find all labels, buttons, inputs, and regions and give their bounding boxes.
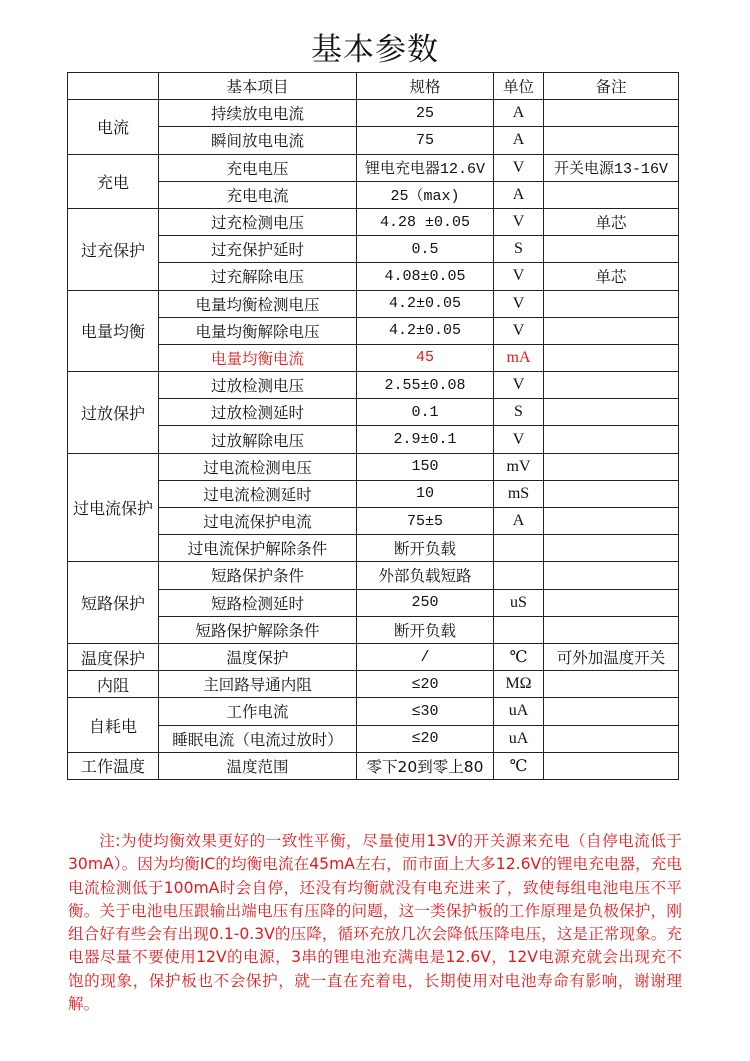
item-cell: 过放检测延时 [159, 399, 357, 426]
unit-cell: A [494, 100, 544, 127]
category-cell: 温度保护 [68, 643, 159, 670]
spec-cell: ≤30 [357, 698, 494, 725]
table-row [68, 290, 679, 317]
category-cell: 短路保护 [68, 562, 159, 644]
spec-cell: 4.2±0.05 [357, 290, 494, 317]
note-cell: 开关电源13-16V [544, 154, 679, 181]
unit-cell: MΩ [494, 671, 544, 698]
item-cell: 过电流检测电压 [159, 453, 357, 480]
unit-cell: mV [494, 453, 544, 480]
category-cell: 工作温度 [68, 752, 159, 779]
note-cell [544, 616, 679, 643]
unit-cell: V [494, 290, 544, 317]
note-cell [544, 290, 679, 317]
unit-cell [494, 535, 544, 562]
spec-cell: 断开负载 [357, 616, 494, 643]
unit-cell: mS [494, 480, 544, 507]
unit-cell: ℃ [494, 752, 544, 779]
spec-cell: 4.28 ±0.05 [357, 208, 494, 235]
spec-cell: 75 [357, 127, 494, 154]
note-cell [544, 100, 679, 127]
table-row [68, 426, 679, 453]
spec-cell: 零下20到零上80 [357, 752, 494, 779]
note-cell [544, 480, 679, 507]
item-cell: 充电电流 [159, 181, 357, 208]
table-row [68, 535, 679, 562]
table-row [68, 725, 679, 752]
category-cell: 过充保护 [68, 208, 159, 290]
note-cell [544, 399, 679, 426]
spec-cell: 150 [357, 453, 494, 480]
item-cell: 温度范围 [159, 752, 357, 779]
table-row [68, 698, 679, 725]
note-cell [544, 589, 679, 616]
unit-cell: uA [494, 698, 544, 725]
note-cell [544, 562, 679, 589]
note-cell [544, 426, 679, 453]
item-cell: 主回路导通内阻 [159, 671, 357, 698]
table-row [68, 127, 679, 154]
note-cell: 单芯 [544, 263, 679, 290]
category-cell: 充电 [68, 154, 159, 208]
table-row [68, 236, 679, 263]
item-cell: 过充解除电压 [159, 263, 357, 290]
note-cell: 可外加温度开关 [544, 643, 679, 670]
spec-cell: 2.55±0.08 [357, 372, 494, 399]
spec-cell: 断开负载 [357, 535, 494, 562]
table-row [68, 589, 679, 616]
spec-cell: 2.9±0.1 [357, 426, 494, 453]
unit-cell: V [494, 263, 544, 290]
table-header-row [68, 73, 679, 100]
header-note: 备注 [544, 73, 679, 100]
page-title: 基本参数 [311, 32, 439, 68]
spec-cell: 0.5 [357, 236, 494, 263]
spec-cell: ≤20 [357, 725, 494, 752]
unit-cell: S [494, 236, 544, 263]
item-cell: 睡眠电流（电流过放时） [159, 725, 357, 752]
unit-cell: uS [494, 589, 544, 616]
table-row [68, 263, 679, 290]
note-cell [544, 698, 679, 725]
unit-cell: V [494, 372, 544, 399]
unit-cell: S [494, 399, 544, 426]
unit-cell [494, 616, 544, 643]
spec-cell: 45 [357, 344, 494, 371]
item-cell: 过放解除电压 [159, 426, 357, 453]
item-cell: 充电电压 [159, 154, 357, 181]
item-cell: 瞬间放电电流 [159, 127, 357, 154]
note-cell [544, 508, 679, 535]
item-cell: 短路检测延时 [159, 589, 357, 616]
table-row [68, 100, 679, 127]
table-row-highlighted [68, 344, 679, 371]
item-cell: 短路保护解除条件 [159, 616, 357, 643]
spec-cell: 锂电充电器12.6V [357, 154, 494, 181]
spec-cell: 250 [357, 589, 494, 616]
table-row [68, 208, 679, 235]
table-row [68, 317, 679, 344]
spec-cell: 4.2±0.05 [357, 317, 494, 344]
unit-cell: mA [494, 344, 544, 371]
category-cell: 内阻 [68, 671, 159, 698]
unit-cell: A [494, 508, 544, 535]
spec-cell: 75±5 [357, 508, 494, 535]
unit-cell: V [494, 208, 544, 235]
table-row [68, 643, 679, 670]
note-cell [544, 127, 679, 154]
category-cell: 过电流保护 [68, 453, 159, 562]
table-row [68, 480, 679, 507]
spec-cell: 25 [357, 100, 494, 127]
unit-cell: A [494, 181, 544, 208]
table-row [68, 181, 679, 208]
item-cell: 过电流保护电流 [159, 508, 357, 535]
item-cell: 电量均衡电流 [159, 344, 357, 371]
unit-cell: V [494, 154, 544, 181]
spec-cell: 25（max) [357, 181, 494, 208]
note-cell [544, 453, 679, 480]
table-row [68, 453, 679, 480]
note-cell: 单芯 [544, 208, 679, 235]
category-cell: 过放保护 [68, 372, 159, 454]
category-cell: 自耗电 [68, 698, 159, 752]
table-row [68, 372, 679, 399]
item-cell: 持续放电电流 [159, 100, 357, 127]
category-cell: 电量均衡 [68, 290, 159, 372]
unit-cell: A [494, 127, 544, 154]
parameter-table [67, 72, 679, 780]
header-spec: 规格 [357, 73, 494, 100]
item-cell: 过充保护延时 [159, 236, 357, 263]
item-cell: 过放检测电压 [159, 372, 357, 399]
note-cell [544, 236, 679, 263]
item-cell: 电量均衡解除电压 [159, 317, 357, 344]
item-cell: 短路保护条件 [159, 562, 357, 589]
unit-cell [494, 562, 544, 589]
table-row [68, 154, 679, 181]
spec-cell: 4.08±0.05 [357, 263, 494, 290]
item-cell: 工作电流 [159, 698, 357, 725]
item-cell: 过电流保护解除条件 [159, 535, 357, 562]
table-row [68, 399, 679, 426]
table-row [68, 752, 679, 779]
table-row [68, 508, 679, 535]
table-row [68, 562, 679, 589]
item-cell: 过充检测电压 [159, 208, 357, 235]
footnote-paragraph: 注:为使均衡效果更好的一致性平衡，尽量使用13V的开关源来充电（自停电流低于30mA）。因为均衡IC的均衡电流在45mA左右，而市面上大多12.6V的锂电充电器，充电电流检测低于100mA时会自停，还没有均衡就没有电充进来了，致使每组电池电压不平衡。关于电池电压跟输出端电压有压降的问题，这一类保护板的工作原理是负极保护，刚组合好有些会有出现0.1-0.3V的压降，循环充放几次会降低压降电压，这是正常现象。充电器尽量不要使用12V的电源，3串的锂电池充满电是12.6V，12V电源充就会出现充不饱的现象，保护板也不会保护，就一直在充着电，长期使用对电池寿命有影响，谢谢理解。 [68, 832, 682, 1014]
unit-cell: V [494, 317, 544, 344]
note-cell [544, 752, 679, 779]
table-row [68, 616, 679, 643]
spec-cell: ≤20 [357, 671, 494, 698]
item-cell: 过电流检测延时 [159, 480, 357, 507]
note-cell [544, 671, 679, 698]
spec-cell: / [357, 643, 494, 670]
note-cell [544, 535, 679, 562]
note-cell [544, 725, 679, 752]
note-cell [544, 372, 679, 399]
unit-cell: ℃ [494, 643, 544, 670]
item-cell: 温度保护 [159, 643, 357, 670]
unit-cell: V [494, 426, 544, 453]
spec-cell: 外部负载短路 [357, 562, 494, 589]
header-unit: 单位 [494, 73, 544, 100]
unit-cell: uA [494, 725, 544, 752]
note-cell [544, 181, 679, 208]
table-row [68, 671, 679, 698]
header-item: 基本项目 [159, 73, 357, 100]
note-cell [544, 344, 679, 371]
note-cell [544, 317, 679, 344]
spec-cell: 0.1 [357, 399, 494, 426]
spec-cell: 10 [357, 480, 494, 507]
category-cell: 电流 [68, 100, 159, 154]
header-category [68, 73, 159, 100]
item-cell: 电量均衡检测电压 [159, 290, 357, 317]
